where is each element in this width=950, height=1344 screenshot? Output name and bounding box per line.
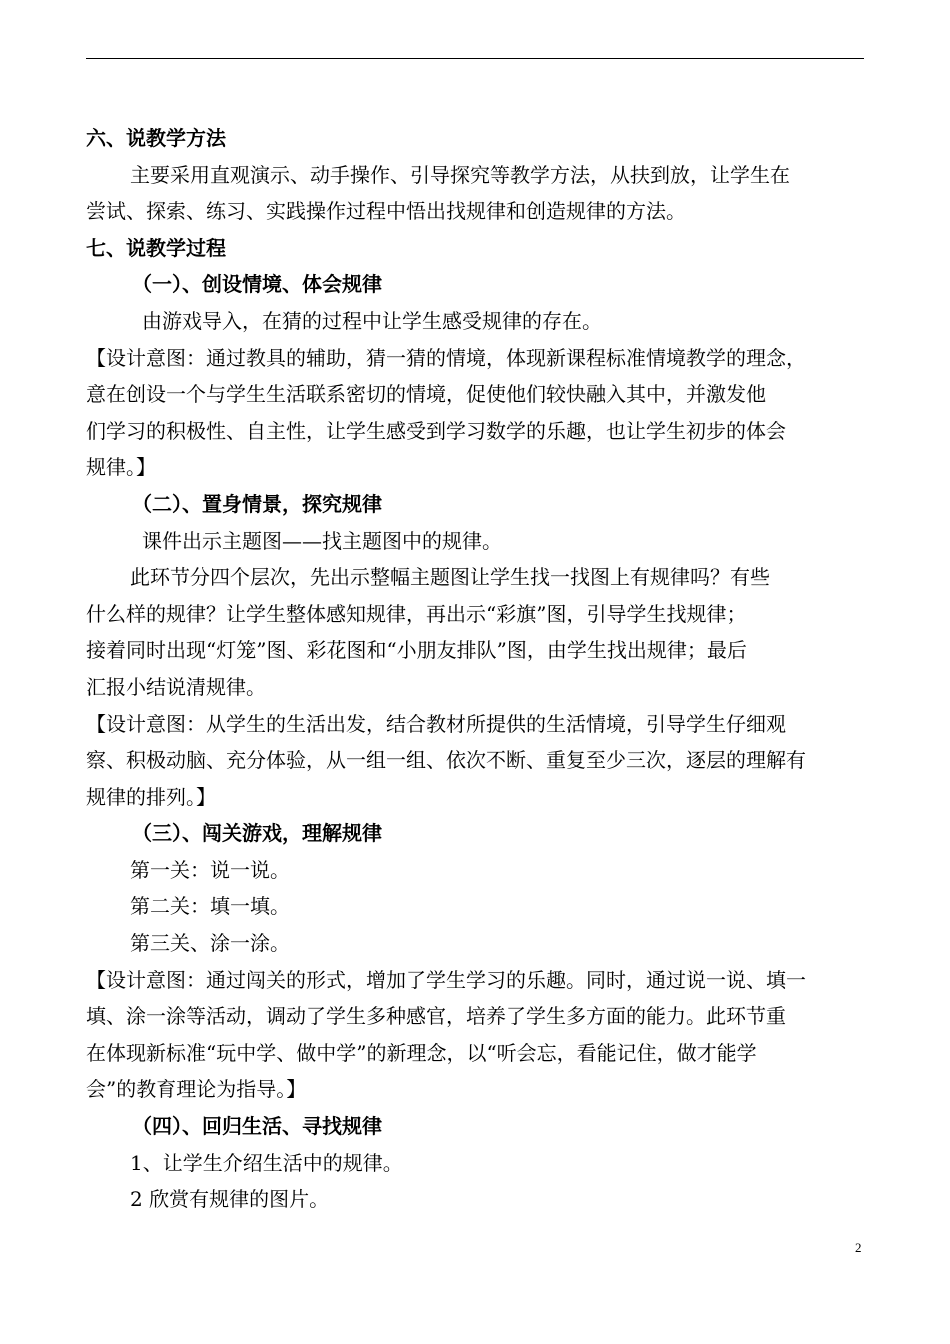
design-intent-line: 【设计意图：从学生的生活出发，结合教材所提供的生活情境，引导学生仔细观 <box>86 711 786 736</box>
design-intent-line: 【设计意图：通过闯关的形式，增加了学生学习的乐趣。同时，通过说一说、填一 <box>86 967 806 992</box>
section-heading-methods: 六、说教学方法 <box>86 126 226 150</box>
list-item: 第三关、涂一涂。 <box>130 931 290 956</box>
paragraph-line: 什么样的规律？让学生整体感知规律，再出示“彩旗”图，引导学生找规律； <box>86 601 747 626</box>
paragraph-line: 由游戏导入，在猜的过程中让学生感受规律的存在。 <box>142 308 602 333</box>
page-number: 2 <box>855 1240 862 1255</box>
paragraph-line: 主要采用直观演示、动手操作、引导探究等教学方法，从扶到放，让学生在 <box>130 162 790 187</box>
design-intent-line: 在体现新标准“玩中学、做中学”的新理念，以“听会忘，看能记住，做才能学 <box>86 1040 757 1065</box>
subsection-heading-4: （四）、回归生活、寻找规律 <box>132 1114 382 1139</box>
paragraph-line: 课件出示主题图——找主题图中的规律。 <box>142 528 502 553</box>
list-item: 1、让学生介绍生活中的规律。 <box>130 1150 403 1175</box>
design-intent-line: 【设计意图：通过教具的辅助，猜一猜的情境，体现新课程标准情境教学的理念， <box>86 345 806 370</box>
design-intent-line: 规律的排列。】 <box>86 784 216 809</box>
header-rule <box>86 58 864 59</box>
list-item: 2 欣赏有规律的图片。 <box>130 1187 330 1212</box>
subsection-heading-3: （三）、闯关游戏，理解规律 <box>132 821 382 846</box>
design-intent-line: 规律。】 <box>86 455 156 480</box>
paragraph-line: 汇报小结说清规律。 <box>86 674 266 699</box>
design-intent-line: 填、涂一涂等活动，调动了学生多种感官，培养了学生多方面的能力。此环节重 <box>86 1004 786 1029</box>
design-intent-line: 们学习的积极性、自主性，让学生感受到学习数学的乐趣，也让学生初步的体会 <box>86 418 786 443</box>
subsection-heading-2: （二）、置身情景，探究规律 <box>132 491 382 516</box>
document-body <box>86 120 866 1218</box>
subsection-heading-1: （一）、创设情境、体会规律 <box>132 272 382 297</box>
paragraph-line: 尝试、探索、练习、实践操作过程中悟出找规律和创造规律的方法。 <box>86 199 686 224</box>
list-item: 第一关：说一说。 <box>130 857 290 882</box>
section-heading-process: 七、说教学过程 <box>86 235 226 260</box>
design-intent-line: 意在创设一个与学生生活联系密切的情境，促使他们较快融入其中，并激发他 <box>86 382 766 407</box>
design-intent-line: 察、积极动脑、充分体验，从一组一组、依次不断、重复至少三次，逐层的理解有 <box>86 748 806 773</box>
list-item: 第二关：填一填。 <box>130 894 290 919</box>
design-intent-line: 会”的教育理论为指导。】 <box>86 1077 307 1102</box>
paragraph-line: 此环节分四个层次，先出示整幅主题图让学生找一找图上有规律吗？有些 <box>130 565 770 590</box>
paragraph-line: 接着同时出现“灯笼”图、彩花图和“小朋友排队”图，由学生找出规律；最后 <box>86 638 747 663</box>
